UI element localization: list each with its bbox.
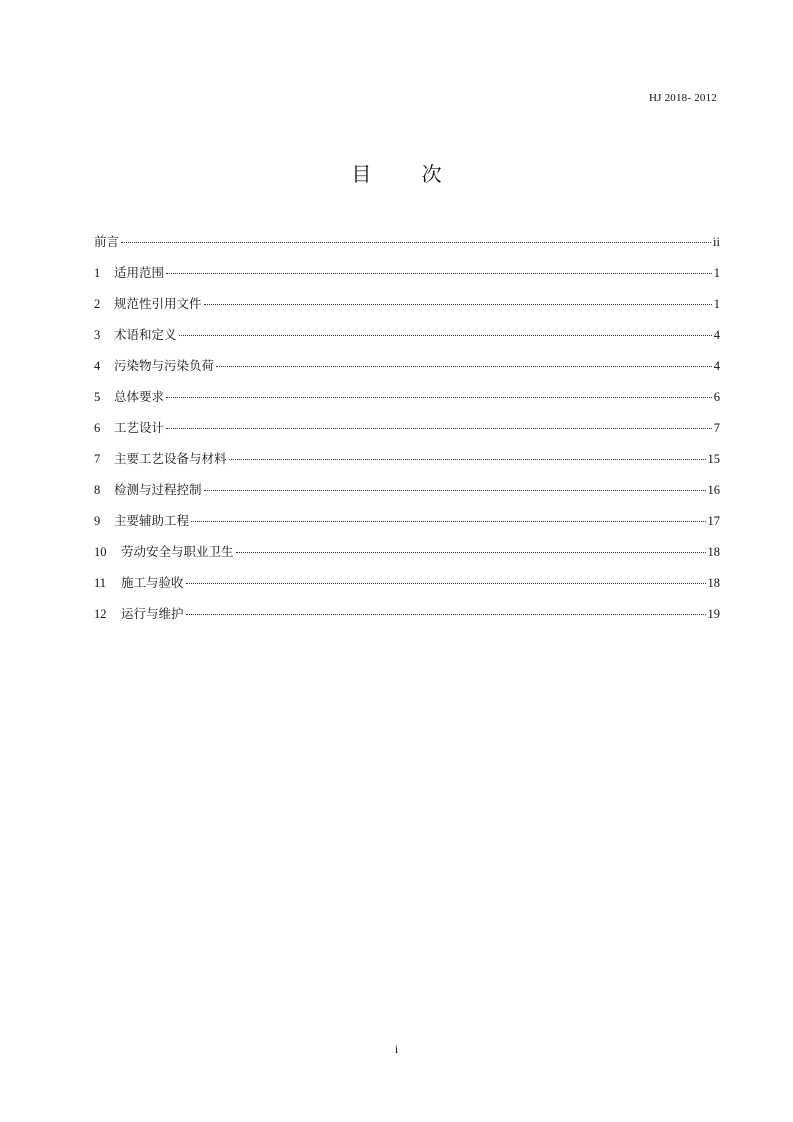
toc-text: 适用范围 <box>114 265 165 280</box>
toc-text: 劳动安全与职业卫生 <box>121 544 234 559</box>
toc-page-number: 17 <box>707 514 720 528</box>
toc-text: 污染物与污染负荷 <box>114 358 215 373</box>
toc-page-number: ii <box>713 235 720 249</box>
toc-entry-12[interactable] <box>94 604 720 635</box>
toc-number: 7 <box>94 452 101 466</box>
toc-text: 检测与过程控制 <box>114 482 202 497</box>
dot-leader <box>236 552 706 553</box>
toc-number: 9 <box>94 514 101 528</box>
toc-entry-3[interactable] <box>94 325 720 356</box>
toc-page-number: 18 <box>707 576 720 590</box>
toc-entry-11[interactable] <box>94 573 720 604</box>
dot-leader <box>186 614 706 615</box>
dot-leader <box>166 397 712 398</box>
toc-page-number: 1 <box>713 266 720 280</box>
toc-label <box>94 480 202 498</box>
toc-entry-2[interactable] <box>94 294 720 325</box>
toc-text: 规范性引用文件 <box>114 296 202 311</box>
toc-entry-8[interactable] <box>94 480 720 511</box>
toc-page-number: 18 <box>707 545 720 559</box>
toc-text: 术语和定义 <box>114 327 177 342</box>
toc-page-number: 1 <box>713 297 720 311</box>
toc-page-number: 16 <box>707 483 720 497</box>
toc-label <box>94 294 202 312</box>
toc-number: 3 <box>94 328 101 342</box>
toc-text: 主要辅助工程 <box>114 513 190 528</box>
toc-text: 主要工艺设备与材料 <box>114 451 227 466</box>
table-of-contents <box>94 232 720 635</box>
dot-leader <box>186 583 706 584</box>
dot-leader <box>166 273 712 274</box>
toc-text: 运行与维护 <box>121 606 184 621</box>
toc-text: 前言 <box>94 234 120 249</box>
toc-number: 1 <box>94 266 101 280</box>
toc-label <box>94 511 189 529</box>
toc-label <box>94 325 177 343</box>
toc-text: 总体要求 <box>114 389 165 404</box>
toc-page-number: 15 <box>707 452 720 466</box>
toc-number: 10 <box>94 545 107 559</box>
toc-number: 8 <box>94 483 101 497</box>
toc-label <box>94 604 184 622</box>
dot-leader <box>166 428 712 429</box>
toc-number: 4 <box>94 359 101 373</box>
toc-number: 6 <box>94 421 101 435</box>
toc-number: 12 <box>94 607 107 621</box>
toc-label <box>94 232 119 250</box>
toc-number: 5 <box>94 390 101 404</box>
dot-leader <box>204 490 706 491</box>
toc-text: 施工与验收 <box>121 575 184 590</box>
document-code: HJ 2018- 2012 <box>649 92 717 104</box>
toc-page-number: 4 <box>713 328 720 342</box>
toc-label <box>94 263 164 281</box>
dot-leader <box>191 521 705 522</box>
toc-label <box>94 449 227 467</box>
toc-page-number: 7 <box>713 421 720 435</box>
toc-entry-5[interactable] <box>94 387 720 418</box>
toc-page-number: 4 <box>713 359 720 373</box>
dot-leader <box>216 366 712 367</box>
toc-page-number: 19 <box>707 607 720 621</box>
toc-page-number: 6 <box>713 390 720 404</box>
toc-entry-4[interactable] <box>94 356 720 387</box>
dot-leader <box>229 459 706 460</box>
toc-entry-foreword[interactable] <box>94 232 720 263</box>
page-number: i <box>394 1042 399 1056</box>
toc-number: 2 <box>94 297 101 311</box>
toc-label <box>94 573 184 591</box>
toc-entry-7[interactable] <box>94 449 720 480</box>
toc-label <box>94 387 164 405</box>
dot-leader <box>179 335 712 336</box>
toc-entry-9[interactable] <box>94 511 720 542</box>
dot-leader <box>121 242 711 243</box>
toc-text: 工艺设计 <box>114 420 165 435</box>
toc-entry-1[interactable] <box>94 263 720 294</box>
page-title: 目 次 <box>351 162 464 186</box>
toc-number: 11 <box>94 576 107 590</box>
toc-label <box>94 418 164 436</box>
dot-leader <box>204 304 712 305</box>
toc-label <box>94 356 214 374</box>
toc-entry-6[interactable] <box>94 418 720 449</box>
toc-entry-10[interactable] <box>94 542 720 573</box>
toc-label <box>94 542 234 560</box>
